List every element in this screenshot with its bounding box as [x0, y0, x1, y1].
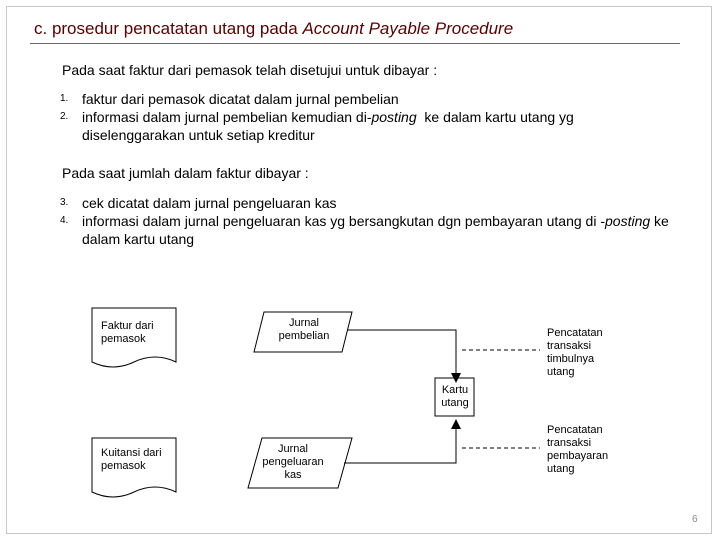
label-line: pemasok [101, 333, 146, 345]
label-line: transaksi [547, 437, 592, 449]
page-number: 6 [692, 514, 698, 525]
label-line: timbulnya [547, 353, 595, 365]
item-number: 2. [60, 111, 69, 122]
card-label-payables [435, 384, 475, 410]
note-debt-recording [547, 327, 603, 379]
note-payment-recording [547, 424, 608, 476]
item-italic: posting [605, 213, 651, 229]
connector-journal1-to-card [347, 330, 456, 378]
item-text-before: informasi dalam jurnal pembelian kemudian di- [82, 109, 372, 125]
section2-heading: Pada saat jumlah dalam faktur dibayar : [62, 165, 309, 181]
label-line: utang [441, 397, 469, 409]
journal-label-purchases [264, 317, 344, 343]
item-text: faktur dari pemasok dicatat dalam jurnal pembelian [82, 91, 399, 107]
label-line: pengeluaran [262, 456, 324, 468]
document-label-receipt [101, 447, 162, 473]
item-text: cek dicatat dalam jurnal pengeluaran kas [82, 195, 337, 211]
title-prefix: c. prosedur pencatatan utang pada [34, 19, 303, 38]
connector-journal2-to-card [344, 424, 456, 463]
label-line: kas [284, 469, 302, 481]
label-line: utang [547, 463, 575, 475]
label-line: Pencatatan [547, 327, 603, 339]
label-line: transaksi [547, 340, 592, 352]
item-text-after: ke dalam kartu utang [82, 213, 669, 247]
item-number: 4. [60, 215, 69, 226]
label-line: pembayaran [547, 450, 609, 462]
label-line: Kartu [441, 384, 469, 396]
label-line: Pencatatan [547, 424, 603, 436]
item-number: 3. [60, 197, 69, 208]
title-italic: Account Payable Procedure [302, 19, 514, 38]
label-line: utang [547, 366, 575, 378]
label-line: Faktur dari [101, 320, 154, 332]
label-line: pemasok [101, 460, 146, 472]
section1-heading: Pada saat faktur dari pemasok telah disetujui untuk dibayar : [62, 62, 438, 78]
item-number: 1. [60, 93, 69, 104]
item-text-after: ke dalam kartu utang yg diselenggarakan untuk setiap kreditur [82, 109, 578, 143]
label-line: pembelian [278, 330, 330, 342]
label-line: Jurnal [278, 443, 308, 455]
label-line: Jurnal [289, 317, 319, 329]
item-text-before: informasi dalam jurnal pengeluaran kas yg bersangkutan dgn pembayaran utang di - [82, 213, 605, 229]
document-label-invoice [101, 320, 154, 346]
label-line: Kuitansi dari [101, 447, 162, 459]
item-italic: posting [371, 109, 417, 125]
journal-label-cash-disbursement [252, 443, 334, 482]
